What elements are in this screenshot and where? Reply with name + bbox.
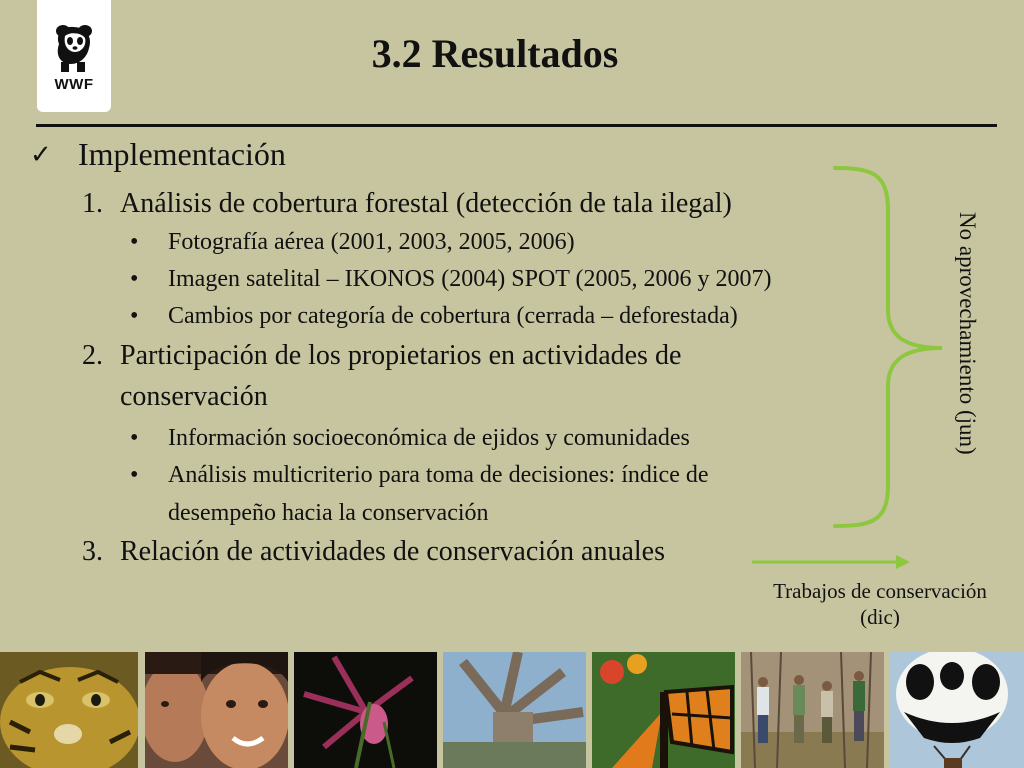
- bullet-dot: •: [130, 425, 139, 451]
- item-number: 3.: [82, 536, 103, 567]
- item-text: Análisis de cobertura forestal (detección de tala ilegal): [120, 188, 732, 219]
- item-text: conservación: [120, 381, 268, 412]
- monarch-butterfly-photo: [592, 652, 735, 768]
- bullet-dot: •: [130, 462, 139, 488]
- bullet-text: Imagen satelital – IKONOS (2004) SPOT (2005, 2006 y 2007): [168, 266, 772, 292]
- arrow-label: [745, 578, 1015, 630]
- section-heading: [30, 136, 286, 173]
- arrow-right-icon: [750, 553, 912, 571]
- bullet-dot: •: [130, 266, 139, 292]
- arrow-label-line-2: (dic): [860, 605, 900, 629]
- slide-title: 3.2 Resultados: [371, 31, 619, 76]
- ocelot-photo: [0, 652, 138, 768]
- bullet-text: Análisis multicriterio para toma de decisiones: índice de: [168, 462, 709, 488]
- item-text: Participación de los propietarios en actividades de: [120, 340, 682, 371]
- logo-text: WWF: [54, 76, 94, 93]
- check-icon: ✓: [30, 139, 52, 169]
- bullet-text: Cambios por categoría de cobertura (cerrada – deforestada): [168, 303, 738, 329]
- bullet-dot: •: [130, 303, 139, 329]
- orchid-photo: [294, 652, 437, 768]
- brace-label: No aprovechamiento (jun): [955, 212, 980, 455]
- section-label: Implementación: [78, 136, 286, 172]
- item-text: Relación de actividades de conservación anuales: [120, 536, 665, 567]
- item-number: 1.: [82, 188, 103, 219]
- title-divider: [36, 124, 997, 127]
- curly-brace: [830, 160, 950, 535]
- arrow-label-line-1: Trabajos de conservación: [773, 579, 987, 603]
- bullet-text: Fotografía aérea (2001, 2003, 2005, 2006): [168, 229, 575, 255]
- bullet-dot: •: [130, 229, 139, 255]
- children-photo: [145, 652, 288, 768]
- wwf-balloon-photo: [890, 652, 1024, 768]
- item-number: 2.: [82, 340, 103, 371]
- tree-trunk-photo: [443, 652, 586, 768]
- bullet-text: desempeño hacia la conservación: [168, 500, 489, 526]
- photo-strip: [0, 652, 1024, 768]
- bullet-text: Información socioeconómica de ejidos y comunidades: [168, 425, 690, 451]
- field-workers-photo: [741, 652, 884, 768]
